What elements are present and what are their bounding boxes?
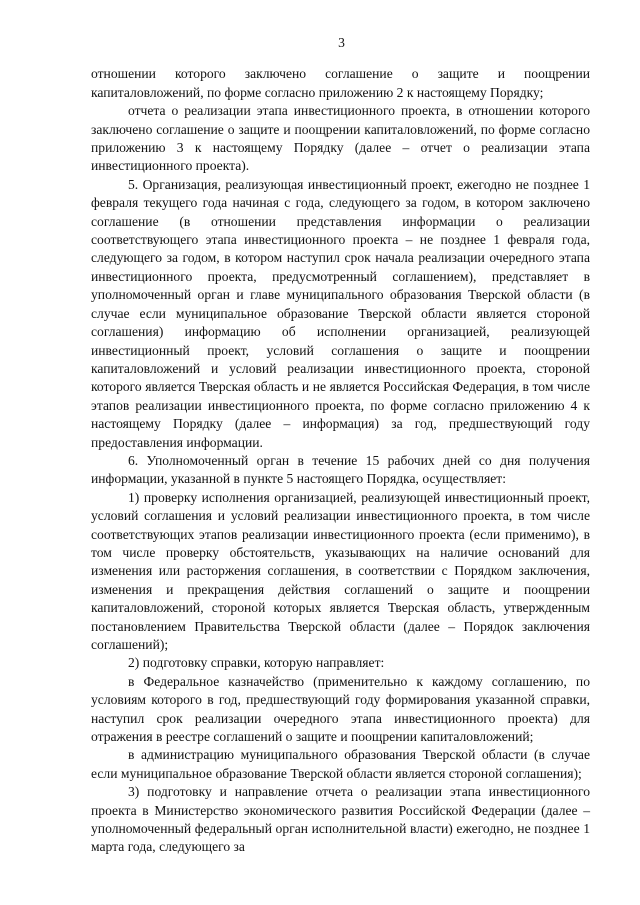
document-page [91,34,590,857]
paragraph-administration: в администрацию муниципального образования Тверской области (в случае если муниципальное образование Тверской области является стороной соглашения); [91,747,590,781]
paragraph-treasury: в Федеральное казначейство (применительно к каждому соглашению, по условиям которого в год, предшествующий году формирования указанной справки, наступил срок реализации очередного этапа инвестиционного проекта) для отражения в реестре соглашений о защите и поощрении капиталовложений; [91,673,590,745]
document-body [91,65,590,856]
paragraph-subitem-2: 2) подготовку справки, которую направляет: [128,655,385,671]
paragraph-continuation: отношении которого заключено соглашение о защите и поощрении капиталовложений, по форме согласно приложению 2 к настоящему Порядку; [91,66,590,100]
paragraph-subitem-3: 3) подготовку и направление отчета о реализации этапа инвестиционного проекта в Министерство экономического развития Российской Федерации (далее – уполномоченный федеральный орган исполнительной власти) ежегодно, не позднее 1 марта года, следующего за [91,784,590,855]
paragraph-subitem-1: 1) проверку исполнения организацией, реализующей инвестиционный проект, условий соглашения и условий реализации инвестиционного проекта, в том числе соответствующих этапов реализации инвестиционного проекта (если применимо), в том числе проверку обстоятельств, указывающих на наличие оснований для изменения или расторжения соглашения, в соответствии с Порядком заключения, изменения и прекращения действия соглашений о защите и поощрении капиталовложений, стороной которых является Тверская область, утвержденным постановлением Правительства Тверской области (далее – Порядок заключения соглашений); [91,489,590,652]
page-number: 3 [338,35,345,50]
paragraph-item-5: 5. Организация, реализующая инвестиционный проект, ежегодно не позднее 1 февраля текущего года начиная с года, следующего за годом, в котором заключено соглашение (в отношении представления информации о реализации соответствующего этапа инвестиционного проекта – не позднее 1 февраля года, следующего за годом, в котором наступил срок начала реализации очередного этапа инвестиционного проекта, предусмотренный соглашением), представляет в уполномоченный орган и главе муниципального образования Тверской области (в случае если муниципальное образование Тверской области является стороной соглашения) информацию об исполнении организацией, реализующей инвестиционный проект, условий соглашения о защите и поощрении капиталовложений и условий реализации инвестиционного проекта, стороной которого является Тверская область и не является Российская Федерация, в том числе этапов реализации инвестиционного проекта, по форме согласно приложению 4 к настоящему Порядку (далее – информация) за год, предшествующий году предоставления информации. [91,176,590,450]
paragraph-item-6: 6. Уполномоченный орган в течение 15 рабочих дней со дня получения информации, указанной в пункте 5 настоящего Порядка, осуществляет: [91,452,590,487]
paragraph-stage-report: отчета о реализации этапа инвестиционного проекта, в отношении которого заключено соглашение о защите и поощрении капиталовложений, по форме согласно приложению 3 к настоящему Порядку (далее – отчет о реализации этапа инвестиционного проекта). [91,103,590,174]
